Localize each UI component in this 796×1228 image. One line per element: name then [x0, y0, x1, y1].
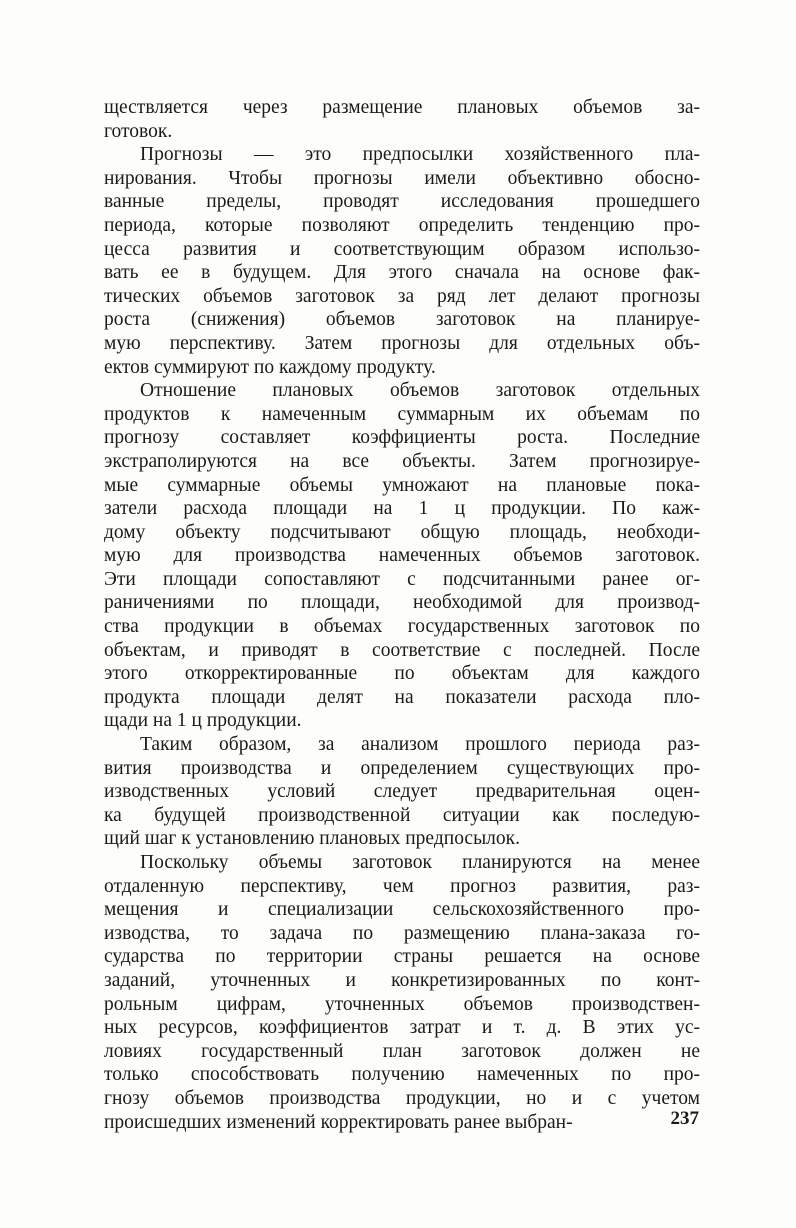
text-line: щади на 1 ц продукции. — [104, 710, 302, 732]
text-line: рольным цифрам, уточненных объемов производствен- — [104, 993, 700, 1015]
text-line: дому объекту подсчитывают общую площадь, необходи- — [104, 521, 700, 543]
page-number: 237 — [670, 1108, 699, 1129]
text-line: мую перспективу. Затем прогнозы для отдельных объ- — [104, 332, 700, 354]
text-line: отдаленную перспективу, чем прогноз развития, раз- — [104, 875, 700, 897]
text-line: Поскольку объемы заготовок планируются на менее — [140, 852, 700, 873]
paragraph — [104, 143, 700, 379]
text-line: ловиях государственный план заготовок должен не — [104, 1040, 700, 1062]
text-line: экстраполируются на все объекты. Затем прогнозируе- — [104, 450, 700, 472]
text-line: вития производства и определением существующих про- — [104, 757, 700, 779]
paragraph — [104, 379, 700, 733]
body-text — [104, 96, 700, 1134]
text-line: вать ее в будущем. Для этого сначала на основе фак- — [104, 262, 700, 284]
paragraph — [104, 733, 700, 851]
text-line: ка будущей производственной ситуации как последую- — [104, 804, 700, 826]
text-line: Эти площади сопоставляют с подсчитанными ранее ог- — [104, 568, 700, 590]
text-line: мещения и специализации сельскохозяйственного про- — [104, 899, 700, 921]
text-line: продуктов к намеченным суммарным их объемам по — [104, 403, 700, 425]
text-line: ектов суммируют по каждому продукту. — [104, 356, 436, 378]
text-line: изводственных условий следует предварительная оцен- — [104, 781, 700, 803]
text-line: изводства, то задача по размещению плана-заказа го- — [104, 922, 700, 944]
text-line: происшедших изменений корректировать ранее выбран- — [104, 1111, 573, 1133]
text-line: заданий, уточненных и конкретизированных по конт- — [104, 969, 700, 991]
text-line: ства продукции в объемах государственных заготовок по — [104, 616, 700, 638]
paragraph — [104, 96, 700, 143]
text-line: прогнозу составляет коэффициенты роста. Последние — [104, 427, 700, 449]
text-line: продукта площади делят на показатели расхода пло- — [104, 686, 700, 708]
text-line: сударства по территории страны решается на основе — [104, 946, 700, 968]
text-line: ществляется через размещение плановых объемов за- — [104, 97, 700, 118]
text-line: цесса развития и соответствующим образом использо- — [104, 238, 700, 260]
paragraph — [104, 851, 700, 1134]
text-line: периода, которые позволяют определить тенденцию про- — [104, 214, 700, 236]
text-line: Отношение плановых объемов заготовок отдельных — [140, 380, 700, 402]
text-line: этого откорректированные по объектам для каждого — [104, 663, 700, 685]
text-line: мые суммарные объемы умножают на плановые пока- — [104, 474, 700, 496]
text-line: Таким образом, за анализом прошлого периода раз- — [140, 734, 700, 756]
text-line: роста (снижения) объемов заготовок на планируе- — [104, 309, 700, 331]
text-line: гнозу объемов производства продукции, но и с учетом — [104, 1087, 700, 1109]
text-line: мую для производства намеченных объемов заготовок. — [104, 545, 700, 567]
text-line: объектам, и приводят в соответствие с последней. После — [104, 639, 700, 661]
text-line: готовок. — [104, 120, 173, 142]
text-line: тических объемов заготовок за ряд лет делают прогнозы — [104, 285, 700, 307]
text-line: щий шаг к установлению плановых предпосылок. — [104, 828, 521, 850]
text-line: ных ресурсов, коэффициентов затрат и т. д. В этих ус- — [104, 1017, 700, 1039]
text-line: затели расхода площади на 1 ц продукции. По каж- — [104, 498, 700, 520]
text-line: только способствовать получению намеченных по про- — [104, 1064, 700, 1086]
text-line: ванные пределы, проводят исследования прошедшего — [104, 191, 700, 213]
text-line: нирования. Чтобы прогнозы имели объективно обосно- — [104, 167, 700, 189]
text-line: раничениями по площади, необходимой для производ- — [104, 592, 700, 614]
text-line: Прогнозы — это предпосылки хозяйственного пла- — [140, 144, 700, 166]
